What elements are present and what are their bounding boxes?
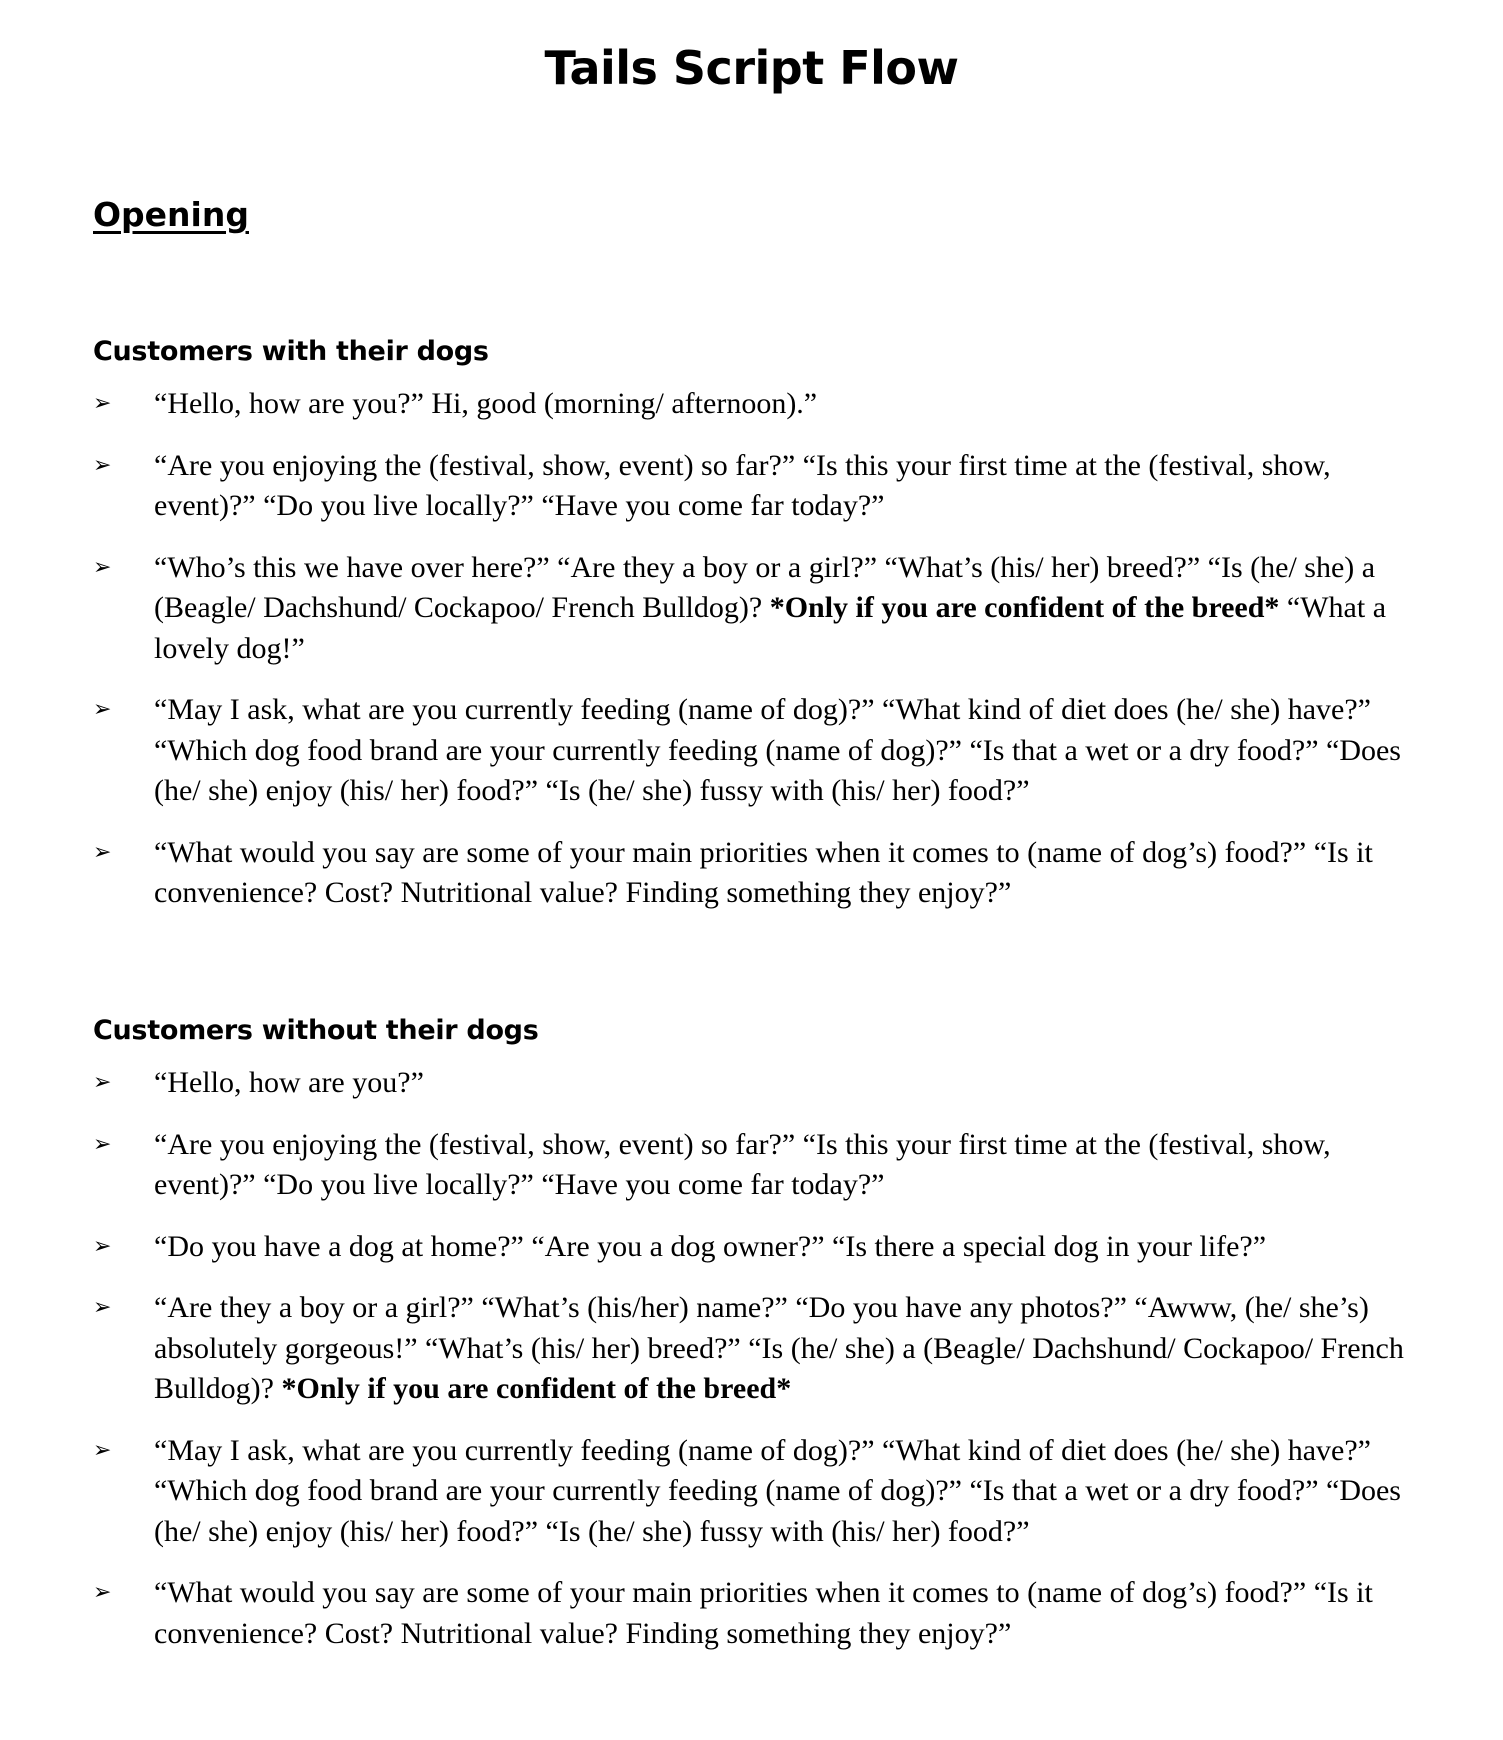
document-title: Tails Script Flow <box>544 41 959 95</box>
arrow-bullet-icon: ➢ <box>93 1437 112 1463</box>
script-text: “Who’s this we have over here?” “Are they a boy or a girl?” “What’s (his/ her) breed?” “Is (he/ she) a (Beagle/ Dachshund/ Cockapoo/ French Bulldog)? <box>154 550 1376 624</box>
script-text: “Are they a boy or a girl?” “What’s (his/her) name?” “Do you have any photos?” “Awww, (he/ she’s) absolutely gorgeous!” “What’s (his/ her) breed?” “Is (he/ she) a (Beagle/ Dachshund/ Cockapoo/ French Bulldog)? <box>154 1291 1404 1405</box>
script-text: “Hello, how are you?” Hi, good (morning/ afternoon).” <box>154 387 818 420</box>
section-title-opening: Opening <box>93 195 249 234</box>
script-text: “May I ask, what are you currently feeding (name of dog)?” “What kind of diet does (he/ she) have?” “Which dog food brand are your currently feeding (name of dog)?” “Is that a wet or a dry food?” “Does (he/ she) enjoy (his/ her) food?” “Is (he/ she) fussy with (his/ her) food?” <box>154 1433 1401 1548</box>
script-text: “What would you say are some of your main priorities when it comes to (name of dog’s) food?” “Is it convenience? Cost? Nutritional value? Finding something they enjoy?” <box>154 835 1373 909</box>
list-item <box>93 1288 1433 1410</box>
arrow-bullet-icon: ➢ <box>93 1295 112 1320</box>
bullet-list <box>93 384 1433 914</box>
arrow-bullet-icon: ➢ <box>93 839 112 865</box>
list-item <box>93 548 1433 670</box>
subsection-customers-without-dogs <box>93 1011 1433 1675</box>
list-item <box>93 446 1433 527</box>
bold-note-text: *Only if you are confident of the breed* <box>281 1372 792 1405</box>
script-text: “Hello, how are you?” <box>154 1066 424 1099</box>
arrow-bullet-icon: ➢ <box>93 697 112 722</box>
arrow-bullet-icon: ➢ <box>93 452 112 478</box>
subsection-customers-with-dogs <box>93 332 1433 935</box>
list-item <box>93 1125 1433 1206</box>
script-text: “What a lovely dog!” <box>154 591 1387 665</box>
arrow-bullet-icon: ➢ <box>93 554 112 580</box>
list-item <box>93 1573 1433 1654</box>
subsection-title: Customers without their dogs <box>93 1015 539 1046</box>
list-item <box>93 833 1433 914</box>
arrow-bullet-icon: ➢ <box>93 391 112 416</box>
list-item <box>93 1227 1433 1268</box>
script-text: “What would you say are some of your main priorities when it comes to (name of dog’s) food?” “Is it convenience? Cost? Nutritional value? Finding something they enjoy?” <box>154 1576 1373 1650</box>
bold-note-text: *Only if you are confident of the breed* <box>769 591 1280 624</box>
list-item <box>93 384 1433 425</box>
list-item <box>93 690 1433 812</box>
arrow-bullet-icon: ➢ <box>93 1070 112 1095</box>
script-text: “May I ask, what are you currently feeding (name of dog)?” “What kind of diet does (he/ she) have?” “Which dog food brand are your currently feeding (name of dog)?” “Is that a wet or a dry food?” “Does (he/ she) enjoy (his/ her) food?” “Is (he/ she) fussy with (his/ her) food?” <box>154 693 1401 807</box>
list-item <box>93 1063 1433 1104</box>
script-text: “Do you have a dog at home?” “Are you a dog owner?” “Is there a special dog in your life?” <box>154 1229 1267 1263</box>
arrow-bullet-icon: ➢ <box>93 1131 112 1157</box>
script-text: “Are you enjoying the (festival, show, event) so far?” “Is this your first time at the (festival, show, event)?” “Do you live locally?” “Have you come far today?” <box>154 1127 1331 1201</box>
arrow-bullet-icon: ➢ <box>93 1233 112 1259</box>
script-text: “Are you enjoying the (festival, show, event) so far?” “Is this your first time at the (festival, show, event)?” “Do you live locally?” “Have you come far today?” <box>154 448 1331 522</box>
bullet-list <box>93 1063 1433 1654</box>
arrow-bullet-icon: ➢ <box>93 1580 112 1605</box>
subsection-title: Customers with their dogs <box>93 336 489 367</box>
list-item <box>93 1431 1433 1553</box>
